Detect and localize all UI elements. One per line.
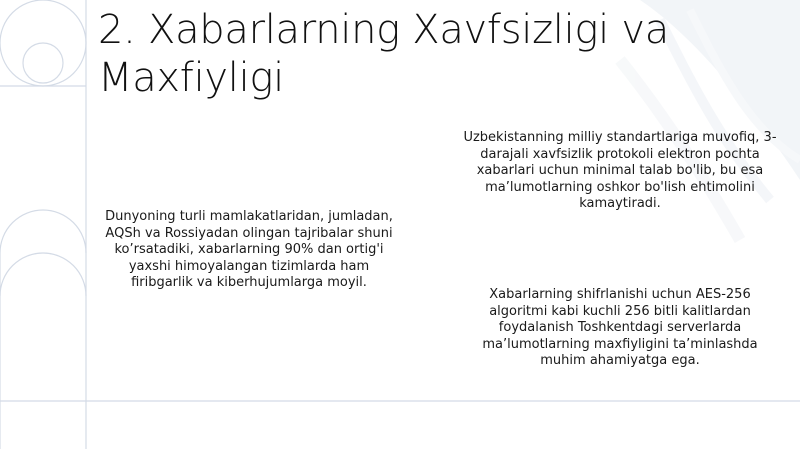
paragraph-right-bottom: Xabarlarning shifrlanishi uchun AES-256 algoritmi kabi kuchli 256 bitli kalitlardan foydalanish Toshkentdagi serverlarda ma’lumotlarning maxfiyligini ta’minlashda muhim ahamiyatga ega. [482, 287, 758, 368]
slide-title: 2. Xabarlarning Xavfsizligi va Maxfiyligi [98, 7, 669, 101]
paragraph-left: Dunyoning turli mamlakatlaridan, jumladan, AQSh va Rossiyadan olingan tajribalar shuni ko’rsatadiki, xabarlarning 90% dan ortig'i yaxshi himoyalangan tizimlarda ham firibgarlik va kiberhujumlarga moyil. [105, 209, 393, 290]
left-line-art [0, 0, 86, 449]
paragraph-right-top: Uzbekistanning milliy standartlariga muvofiq, 3-darajali xavfsizlik protokoli elektron pochta xabarlari uchun minimal talab bo'lib, bu esa ma’lumotlarning oshkor bo'lish ehtimolini kamaytiradi. [463, 130, 777, 211]
